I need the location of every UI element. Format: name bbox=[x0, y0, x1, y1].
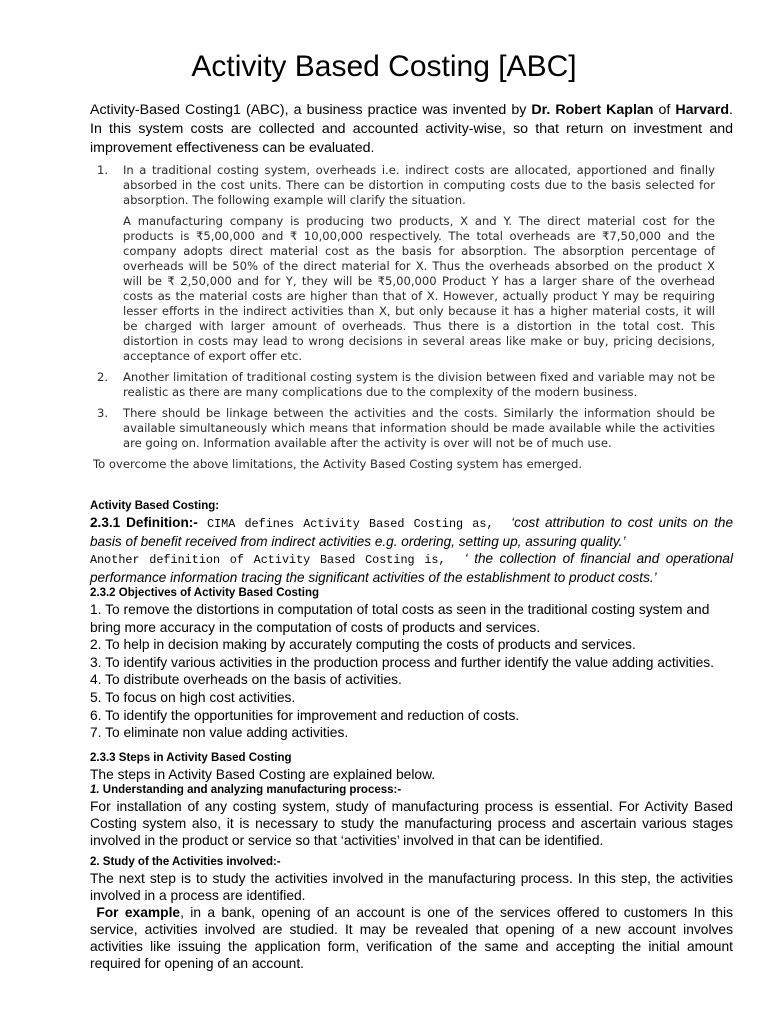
step1-heading bbox=[90, 783, 733, 798]
definition-label: 2.3.1 Definition:- bbox=[90, 515, 198, 530]
example-text: , in a bank, opening of an account is one of the services offered to customers In this service, activities involved are studied. It may be revealed that opening of a new account involves activities like issuing the application form, verification of the same and accepting the initial amount required for opening of an account. bbox=[90, 904, 733, 971]
definition-intro: CIMA defines Activity Based Costing as, bbox=[197, 517, 494, 531]
definition2-paragraph bbox=[90, 550, 733, 586]
intro-institution: Harvard bbox=[675, 102, 730, 118]
objective-item: 1. To remove the distortions in computation of total costs as seen in the traditional costing system and bring more accuracy in the computation of costs of products and services. bbox=[90, 602, 710, 635]
definition-paragraph bbox=[90, 514, 733, 550]
objective-item: 7. To eliminate non value adding activities. bbox=[90, 725, 349, 741]
abc-heading: Activity Based Costing: bbox=[90, 500, 220, 512]
limitation-number: 2. bbox=[97, 370, 109, 384]
limitation-item bbox=[93, 370, 715, 400]
objective-item: 3. To identify various activities in the production process and further identify the value adding activities. bbox=[90, 654, 715, 670]
objective-item: 6. To identify the opportunities for improvement and reduction of costs. bbox=[90, 707, 520, 723]
step2-heading: 2. Study of the Activities involved:- bbox=[90, 855, 281, 868]
limitations-closing: To overcome the above limitations, the Activity Based Costing system has emerged. bbox=[93, 457, 583, 471]
definition-quote: ‘cost attribution to cost units on the basis of benefit received from indirect activities e.g. ordering, setting up, assuring quality.’ bbox=[90, 515, 733, 549]
intro-text-end: . In this system costs are collected and accounted activity-wise, so that return on investment and improvement effectiveness can be evaluated. bbox=[90, 102, 733, 156]
step1-text: For installation of any costing system, study of manufacturing process is essential. For Activity Based Costing system also, it is necessary to study the manufacturing process and ascertain various stages involved in the product or service so that ‘activities’ involved in that can be identified. bbox=[90, 798, 733, 848]
limitation-text: There should be linkage between the activities and the costs. Similarly the information should be available simultaneously which means that information should be made available while the activities are going on. Information available after the activity is over will not be of much use. bbox=[123, 406, 715, 450]
limitation-item bbox=[93, 163, 715, 364]
objective-item: 4. To distribute overheads on the basis of activities. bbox=[90, 672, 402, 688]
intro-author: Dr. Robert Kaplan bbox=[531, 102, 654, 118]
limitation-example: A manufacturing company is producing two products, X and Y. The direct material cost for the products is ₹5,00,000 and ₹ 10,00,000 respectively. The total overheads are ₹7,50,000 and the company adopts direct material cost as the basis for absorption. The absorption percentage of overheads will be 50% of the direct material for X. Thus the overheads absorbed on the product X will be ₹ 2,50,000 and for Y, they will be ₹5,00,000 Product Y has a larger share of the overhead costs as the material costs are higher than that of X. However, actually product Y may be requiring lesser efforts in the indirect activities than X, but only because it has a higher material costs, it will be charged with larger amount of overheads. Thus there is a distortion in the total cost. This distortion in costs may lead to wrong decisions in several areas like make or buy, pricing decisions, acceptance of export offer etc. bbox=[123, 214, 715, 363]
limitation-text: Another limitation of traditional costing system is the division between fixed and variable may not be realistic as there are many complications due to the complexity of the modern business. bbox=[123, 370, 715, 399]
limitation-item bbox=[93, 406, 715, 451]
intro-of: of bbox=[653, 102, 676, 118]
objective-item: 2. To help in decision making by accurately computing the costs of products and services. bbox=[90, 637, 636, 653]
definition2-intro: Another definition of Activity Based Costing is, bbox=[90, 553, 446, 567]
definition2-quote: ‘ the collection of financial and operational performance information tracing the significant activities of the establishment to product costs.’ bbox=[90, 551, 733, 585]
limitations-section bbox=[93, 163, 715, 472]
steps-heading: 2.3.3 Steps in Activity Based Costing bbox=[90, 751, 292, 764]
step1-heading-text: Understanding and analyzing manufacturing process:- bbox=[99, 783, 402, 796]
step2-text: The next step is to study the activities involved in the manufacturing process. In this step, the activities involved in a process are identified. bbox=[90, 870, 733, 903]
limitation-number: 3. bbox=[97, 406, 109, 420]
example-label: For example bbox=[96, 904, 181, 920]
intro-text: Activity-Based Costing1 (ABC), a business practice was invented by bbox=[90, 102, 532, 118]
steps-intro: The steps in Activity Based Costing are explained below. bbox=[90, 766, 436, 782]
objectives-heading: 2.3.2 Objectives of Activity Based Costing bbox=[90, 587, 320, 599]
objective-item: 5. To focus on high cost activities. bbox=[90, 689, 296, 705]
step1-number: 1. bbox=[90, 783, 100, 796]
page-title: Activity Based Costing [ABC] bbox=[191, 50, 577, 83]
example-paragraph bbox=[90, 904, 733, 972]
intro-paragraph bbox=[90, 101, 733, 158]
limitation-text: In a traditional costing system, overheads i.e. indirect costs are allocated, apportioned and finally absorbed in the cost units. There can be distortion in computing costs due to the basis selected for absorption. The following example will clarify the situation. bbox=[123, 163, 715, 207]
abc-section bbox=[90, 499, 733, 972]
limitation-number: 1. bbox=[97, 163, 109, 177]
